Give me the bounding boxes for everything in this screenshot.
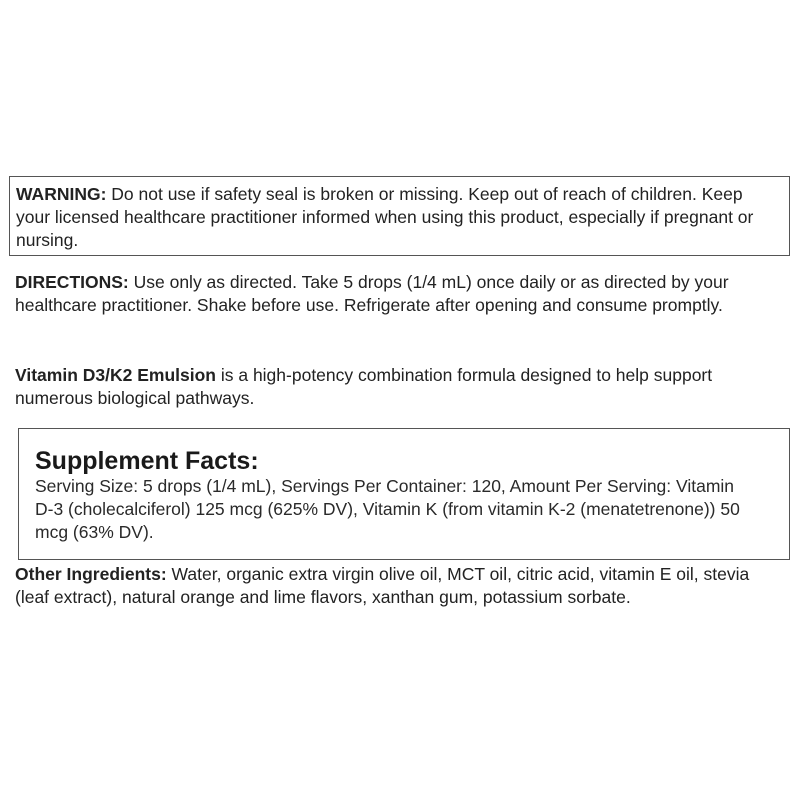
- supplement-facts-box: [18, 428, 790, 560]
- warning-text: Do not use if safety seal is broken or missing. Keep out of reach of children. Keep your licensed healthcare practitioner informed when using this product, especially if pregnant or nursing.: [16, 184, 754, 250]
- warning-box: [9, 176, 790, 256]
- warning-label: WARNING:: [16, 184, 107, 204]
- directions-text: Use only as directed. Take 5 drops (1/4 mL) once daily or as directed by your healthcare practitioner. Shake before use. Refrigerate after opening and consume promptly.: [15, 272, 729, 315]
- other-ingredients-text: Water, organic extra virgin olive oil, MCT oil, citric acid, vitamin E oil, stevia (leaf extract), natural orange and lime flavors, xanthan gum, potassium sorbate.: [15, 564, 750, 607]
- other-ingredients-label: Other Ingredients:: [15, 564, 167, 584]
- directions-label: DIRECTIONS:: [15, 272, 129, 292]
- product-name: Vitamin D3/K2 Emulsion: [15, 365, 216, 385]
- product-description: [15, 364, 783, 410]
- supplement-facts-text: Serving Size: 5 drops (1/4 mL), Servings Per Container: 120, Amount Per Serving: Vitamin D-3 (cholecalciferol) 125 mcg (625% DV), Vitamin K (from vitamin K-2 (menatetrenone)) 50 mcg (63% DV).: [35, 476, 740, 542]
- product-description-text: is a high-potency combination formula designed to help support numerous biological pathways.: [15, 365, 713, 408]
- directions-paragraph: [15, 271, 783, 317]
- other-ingredients-paragraph: [15, 563, 783, 609]
- warning-paragraph: [16, 183, 776, 252]
- supplement-facts-title: Supplement Facts:: [35, 447, 259, 475]
